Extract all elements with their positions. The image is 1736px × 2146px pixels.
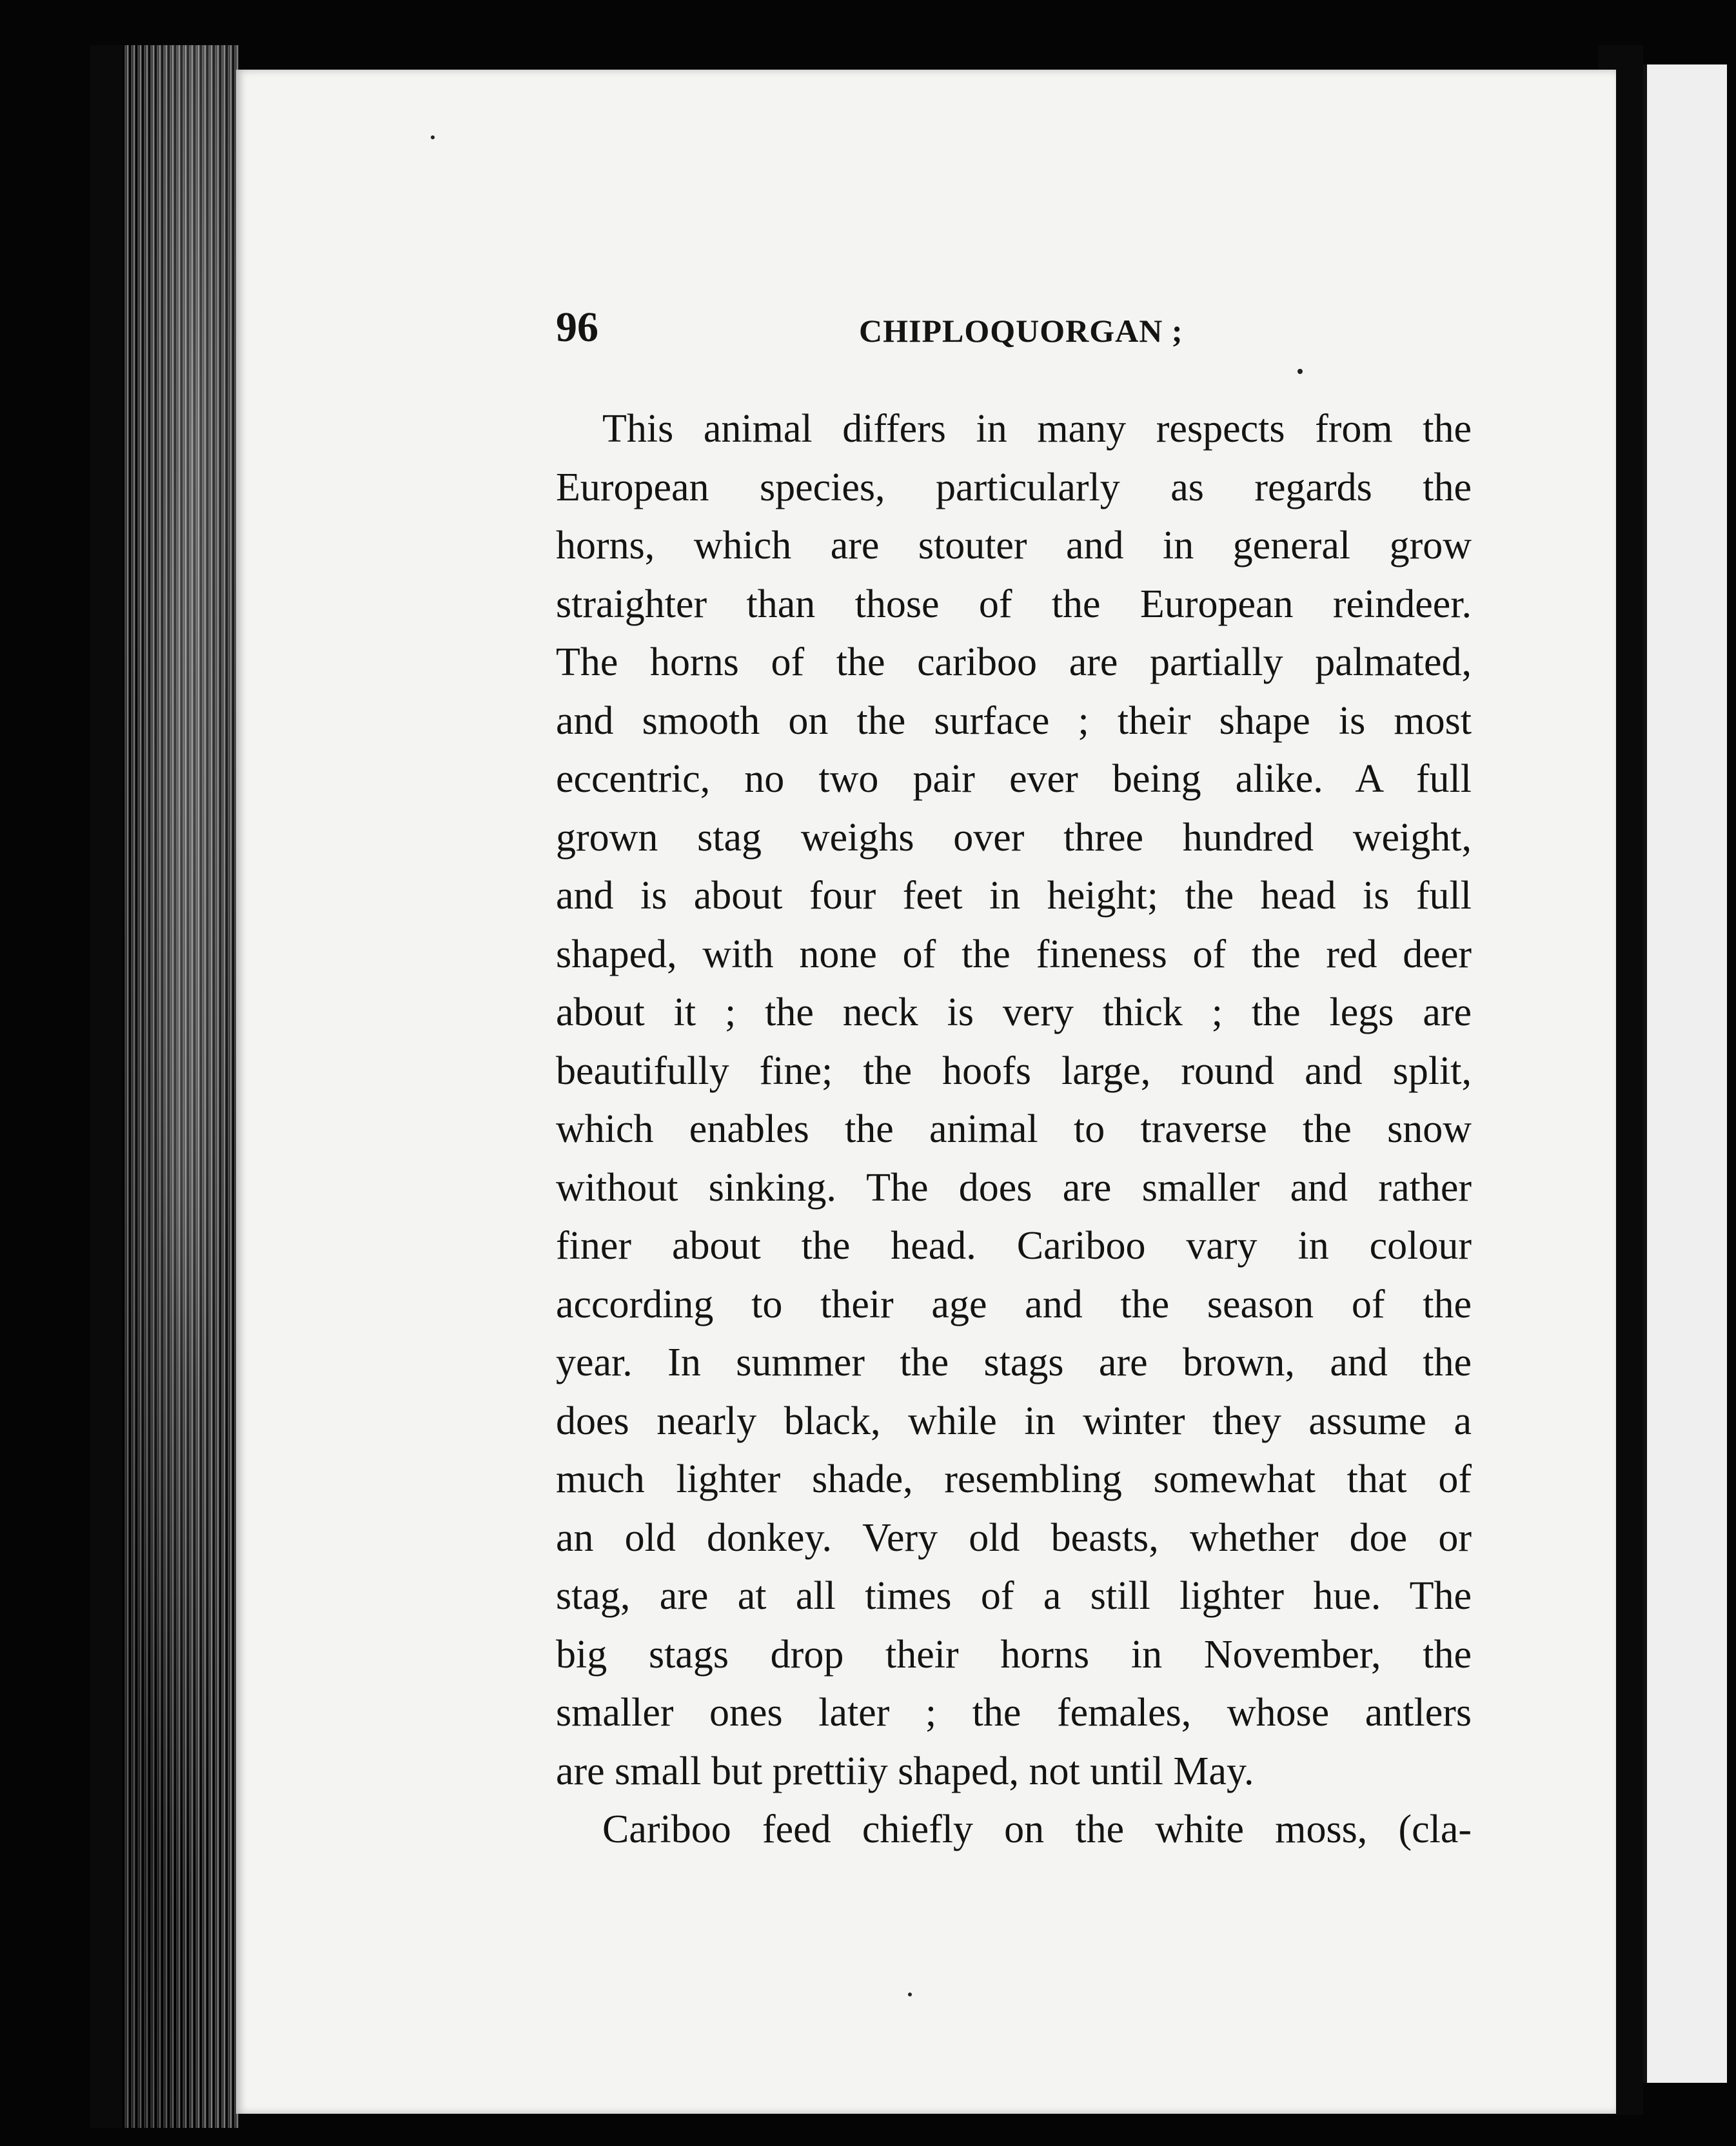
text-line: are small but prettiiy shaped, not until May. (556, 1749, 1254, 1793)
text-line: does nearly black, while in winter they assume a (556, 1399, 1472, 1443)
text-line: European species, particularly as regards the (556, 465, 1472, 509)
text-line: shaped, with none of the fineness of the red deer (556, 932, 1472, 976)
page-header (556, 303, 1472, 361)
scan-speck (431, 135, 435, 139)
binding-shadow (90, 45, 123, 2128)
scan-speck (908, 1993, 912, 1996)
running-head: CHIPLOQUORGAN ; (859, 313, 1183, 349)
text-line: beautifully fine; the hoofs large, round and split, (556, 1048, 1472, 1093)
text-block (556, 303, 1472, 1859)
text-line: and is about four feet in height; the head is full (556, 874, 1472, 918)
scan-speck (1297, 369, 1303, 374)
text-line: much lighter shade, resembling somewhat that of (556, 1457, 1472, 1501)
text-line: eccentric, no two pair ever being alike. A full (556, 757, 1472, 801)
text-line: about it ; the neck is very thick ; the legs are (556, 990, 1472, 1034)
page-number: 96 (556, 304, 598, 351)
text-line: horns, which are stouter and in general grow (556, 524, 1472, 567)
text-line: finer about the head. Cariboo vary in colour (556, 1224, 1472, 1268)
text-line: grown stag weighs over three hundred weight, (556, 815, 1472, 860)
text-line: smaller ones later ; the females, whose antlers (556, 1691, 1472, 1735)
text-line: and smooth on the surface ; their shape is most (556, 698, 1472, 743)
text-line: This animal differs in many respects from the (602, 407, 1472, 451)
text-line: year. In summer the stags are brown, and the (556, 1341, 1472, 1384)
text-line: The horns of the cariboo are partially palmated, (556, 640, 1472, 684)
adjacent-page-edge (1643, 64, 1727, 2083)
text-line: an old donkey. Very old beasts, whether doe or (556, 1515, 1472, 1560)
text-line: according to their age and the season of the (556, 1282, 1472, 1326)
text-line: stag, are at all times of a still lighter hue. The (556, 1574, 1472, 1618)
text-line: straighter than those of the European reindeer. (556, 582, 1472, 626)
text-line: Cariboo feed chiefly on the white moss, (cla- (602, 1807, 1472, 1851)
text-line: without sinking. The does are smaller and rather (556, 1165, 1472, 1210)
body-text (556, 400, 1472, 1859)
text-line: big stags drop their horns in November, the (556, 1632, 1472, 1677)
text-line: which enables the animal to traverse the snow (556, 1107, 1472, 1151)
